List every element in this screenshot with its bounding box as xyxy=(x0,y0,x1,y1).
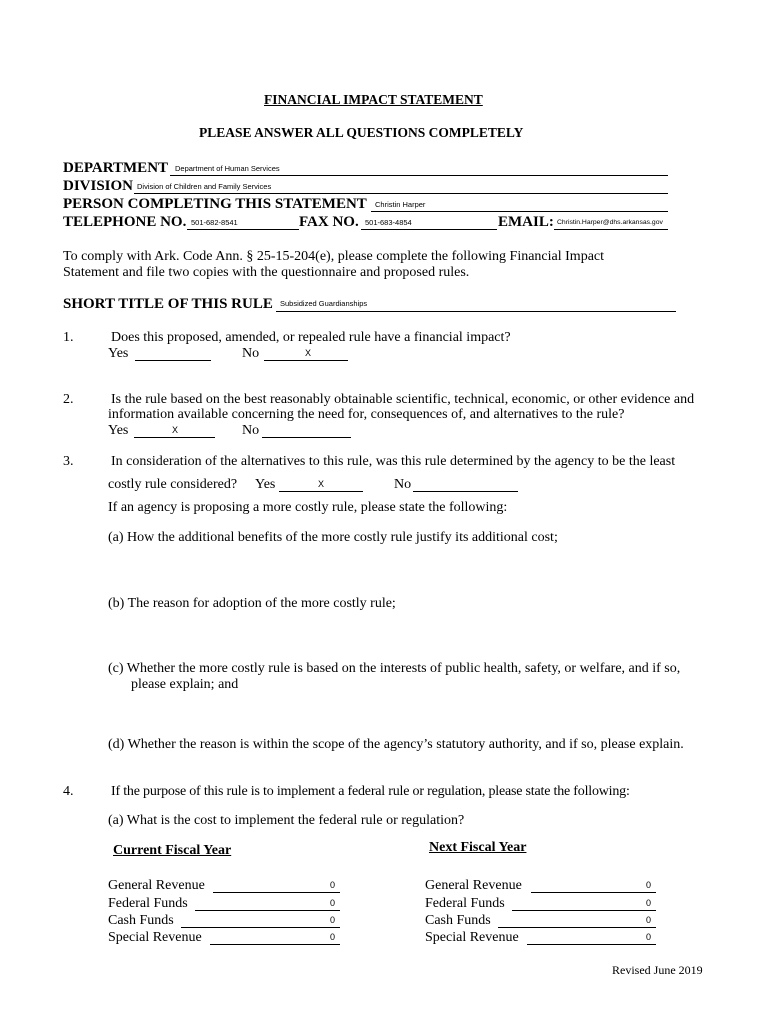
email-line xyxy=(554,229,668,230)
q3-number: 3. xyxy=(63,454,74,469)
current-row-value: 0 xyxy=(330,915,336,925)
q1-no-label: No xyxy=(242,346,260,361)
q3-yes-line[interactable] xyxy=(279,491,363,492)
next-row-label: Special Revenue xyxy=(425,930,519,945)
next-row-line[interactable] xyxy=(512,910,656,911)
fax-line xyxy=(361,229,497,230)
next-row-label: Cash Funds xyxy=(425,913,491,928)
next-row-label: Federal Funds xyxy=(425,896,505,911)
q3-item-a: (a) How the additional benefits of the more costly rule justify its additional cost; xyxy=(108,530,558,545)
telephone-label: TELEPHONE NO. xyxy=(63,214,187,230)
current-row-line[interactable] xyxy=(181,927,340,928)
next-row-value: 0 xyxy=(646,880,652,890)
q4-item-a: (a) What is the cost to implement the federal rule or regulation? xyxy=(108,813,465,828)
q2-yes-mark: X xyxy=(172,425,179,435)
current-row-value: 0 xyxy=(330,898,336,908)
q2-no-line[interactable] xyxy=(262,437,351,438)
q3-no-line[interactable] xyxy=(413,491,518,492)
q2-line-2: information available concerning the need for, consequences of, and alternatives to the rule? xyxy=(108,407,625,422)
current-fiscal-year-heading: Current Fiscal Year xyxy=(113,843,232,858)
short-title-line xyxy=(276,311,676,312)
next-row-line[interactable] xyxy=(527,944,656,945)
q4-text: If the purpose of this rule is to implement a federal rule or regulation, please state the following: xyxy=(111,784,630,799)
q1-number: 1. xyxy=(63,330,74,345)
q3-yes-mark: X xyxy=(318,479,325,489)
intro-line-2: Statement and file two copies with the questionnaire and proposed rules. xyxy=(63,265,470,280)
intro-line-1: To comply with Ark. Code Ann. § 25-15-204(e), please complete the following Financial Impact xyxy=(63,249,605,264)
q1-no-line[interactable] xyxy=(264,360,348,361)
next-row-line[interactable] xyxy=(531,892,656,893)
email-label: EMAIL: xyxy=(498,214,554,230)
division-label: DIVISION xyxy=(63,178,134,194)
short-title-field[interactable]: Subsidized Guardianships xyxy=(280,299,368,308)
q3-item-d: (d) Whether the reason is within the scope of the agency’s statutory authority, and if so, please explain. xyxy=(108,737,684,752)
q2-number: 2. xyxy=(63,392,74,407)
current-row-line[interactable] xyxy=(210,944,340,945)
q2-yes-label: Yes xyxy=(108,423,129,438)
revised-date: Revised June 2019 xyxy=(612,963,703,977)
page-title: FINANCIAL IMPACT STATEMENT xyxy=(264,92,483,107)
email-field[interactable]: Christin.Harper@dhs.arkansas.gov xyxy=(557,219,663,226)
q3-no-label: No xyxy=(394,477,412,492)
current-row-label: Special Revenue xyxy=(108,930,202,945)
department-field[interactable]: Department of Human Services xyxy=(175,164,280,173)
next-row-line[interactable] xyxy=(498,927,656,928)
telephone-field[interactable]: 501-682-8541 xyxy=(191,218,238,227)
person-line xyxy=(371,211,668,212)
person-label: PERSON COMPLETING THIS STATEMENT xyxy=(63,196,367,212)
q4-number: 4. xyxy=(63,784,74,799)
page-subtitle: PLEASE ANSWER ALL QUESTIONS COMPLETELY xyxy=(199,125,524,140)
department-label: DEPARTMENT xyxy=(63,160,169,176)
next-row-value: 0 xyxy=(646,898,652,908)
q3-line-1: In consideration of the alternatives to this rule, was this rule determined by the agency to be the least xyxy=(111,454,676,469)
next-row-value: 0 xyxy=(646,915,652,925)
q1-text: Does this proposed, amended, or repealed rule have a financial impact? xyxy=(111,330,511,345)
division-line xyxy=(134,193,668,194)
current-row-line[interactable] xyxy=(213,892,340,893)
short-title-label: SHORT TITLE OF THIS RULE xyxy=(63,296,273,312)
q2-no-label: No xyxy=(242,423,260,438)
fax-label: FAX NO. xyxy=(299,214,359,230)
next-fiscal-year-heading: Next Fiscal Year xyxy=(429,840,527,855)
current-row-value: 0 xyxy=(330,932,336,942)
telephone-line xyxy=(187,229,299,230)
q2-line-1: Is the rule based on the best reasonably obtainable scientific, technical, economic, or other evidence and xyxy=(111,392,695,407)
fax-field[interactable]: 501-683-4854 xyxy=(365,218,412,227)
q1-yes-line[interactable] xyxy=(135,360,211,361)
q3-item-c-line-1: (c) Whether the more costly rule is based on the interests of public health, safety, or welfare, and if so, xyxy=(108,661,681,676)
current-row-label: Federal Funds xyxy=(108,896,188,911)
q3-yes-label: Yes xyxy=(255,477,276,492)
q3-line-3: If an agency is proposing a more costly rule, please state the following: xyxy=(108,500,508,515)
division-field[interactable]: Division of Children and Family Services xyxy=(137,182,272,191)
person-field[interactable]: Christin Harper xyxy=(375,200,426,209)
q2-yes-line[interactable] xyxy=(134,437,215,438)
q3-item-b: (b) The reason for adoption of the more costly rule; xyxy=(108,596,396,611)
next-row-value: 0 xyxy=(646,932,652,942)
current-row-line[interactable] xyxy=(195,910,340,911)
current-row-label: General Revenue xyxy=(108,878,205,893)
q1-no-mark: X xyxy=(305,348,312,358)
q1-yes-label: Yes xyxy=(108,346,129,361)
current-row-value: 0 xyxy=(330,880,336,890)
q3-item-c-line-2: please explain; and xyxy=(131,677,239,692)
current-row-label: Cash Funds xyxy=(108,913,174,928)
next-row-label: General Revenue xyxy=(425,878,522,893)
q3-line-2: costly rule considered? xyxy=(108,477,238,492)
department-line xyxy=(170,175,668,176)
